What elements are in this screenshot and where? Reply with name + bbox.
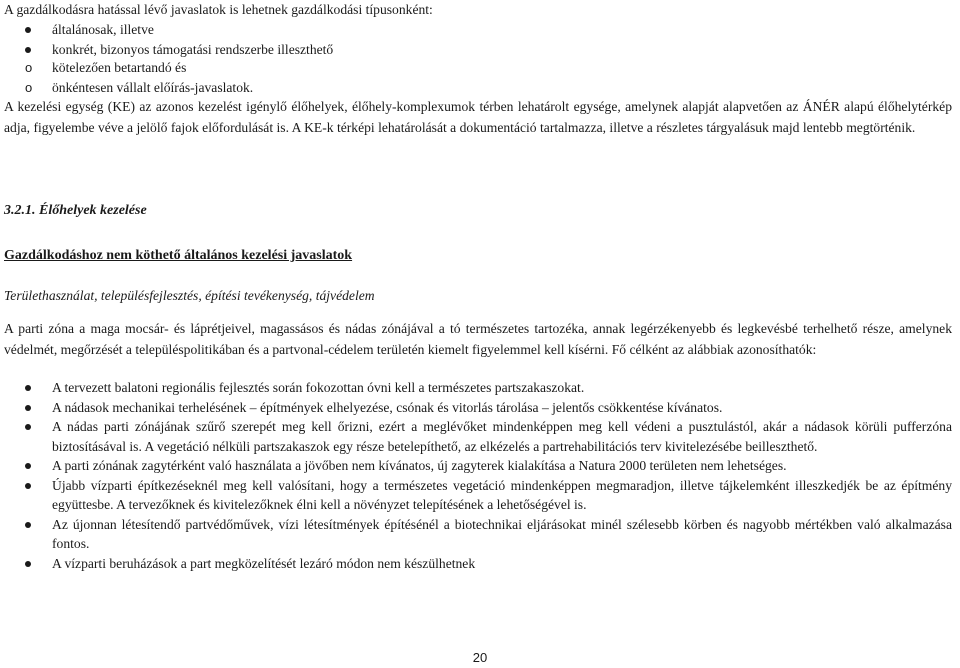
goals-list (0, 378, 960, 573)
list-item: o önkéntesen vállalt előírás-javaslatok. (0, 78, 960, 98)
subsection-heading: Gazdálkodáshoz nem köthető általános kezelési javaslatok (4, 248, 353, 263)
list-item: A vízparti beruházások a part megközelítését lezáró módon nem készülhetnek (0, 554, 960, 574)
list-item: Az újonnan létesítendő partvédőművek, vízi létesítmények építésénél a biotechnikai eljárásokat minél szélesebb körben és nagyobb mértékben való alkalmazása fontos. (0, 515, 960, 554)
bullet-icon (25, 405, 31, 411)
circle-bullet-icon: o (25, 80, 33, 95)
bullet-icon (25, 463, 31, 469)
bullet-icon (25, 522, 31, 528)
list-item: Újabb vízparti építkezéseknél meg kell valósítani, hogy a természetes vegetáció mindenképpen megmaradjon, illetve tájkelemként illeszkedjék be az építmény együttesbe. A tervezőknek és kivitelezőknek élni kell a növényzet telepítésének a lehetőségével is. (0, 476, 960, 515)
main-paragraph: A parti zóna a maga mocsár- és láprétjeivel, magassásos és nádas zónájával a tó természetes tartozéka, annak legérzékenyebb és legkevésbé terhelhető része, amelynek védelmét, megőrzését a településpolitikában és a partvonal-cédelem területén kiemelt figyelemmel kell kísérni. Fő célként az alábbiak azonosíthatók: (4, 321, 952, 357)
bullet-icon (25, 424, 31, 430)
ke-paragraph: A kezelési egység (KE) az azonos kezelést igénylő élőhelyek, élőhely-komplexumok térben lehatárolt egysége, amelynek alapját alapvetően az ÁNÉR alapú élőhelytérkép adja, figyelembe véve a jelölő fajok előfordulását is. A KE-k térképi lehatárolását a dokumentáció tartalmazza, illetve a részletes tárgyalásuk majd lentebb megtörténik. (4, 99, 952, 135)
bullet-icon (25, 561, 31, 567)
types-list (0, 20, 960, 60)
list-item: A parti zónának zagytérként való használata a jövőben nem kívánatos, új zagyterek kialakítása a Natura 2000 területen nem lehetséges. (0, 456, 960, 476)
page-number: 20 (472, 650, 488, 665)
topic-line: Területhasználat, településfejlesztés, építési tevékenység, tájvédelem (4, 288, 375, 303)
section-heading: 3.2.1. Élőhelyek kezelése (4, 203, 147, 218)
list-item: o kötelezően betartandó és (0, 58, 960, 78)
intro-text: A gazdálkodásra hatással lévő javaslatok is lehetnek gazdálkodási típusonként: (4, 2, 433, 17)
bullet-icon (25, 47, 31, 53)
circle-bullet-icon: o (25, 60, 33, 75)
list-item: általánosak, illetve (0, 20, 960, 40)
list-item: A nádas parti zónájának szűrő szerepét meg kell őrizni, ezért a meglévőket mindenképpen meg kell védeni a pusztulástól, akár a nádasok körüli pufferzóna biztosításával is. A vegetáció nélküli partszakaszok egy része betelepíthető, az elkézelés a partrehabilitációs terv kivitelezésébe beilleszthető. (0, 417, 960, 456)
subtypes-list (0, 58, 960, 98)
list-item: konkrét, bizonyos támogatási rendszerbe illeszthető (0, 40, 960, 60)
bullet-icon (25, 483, 31, 489)
bullet-icon (25, 27, 31, 33)
bullet-icon (25, 385, 31, 391)
list-item: A tervezett balatoni regionális fejlesztés során fokozottan óvni kell a természetes partszakaszokat. (0, 378, 960, 398)
list-item: A nádasok mechanikai terhelésének – építmények elhelyezése, csónak és vitorlás tárolása – jelentős csökkentése kívánatos. (0, 398, 960, 418)
